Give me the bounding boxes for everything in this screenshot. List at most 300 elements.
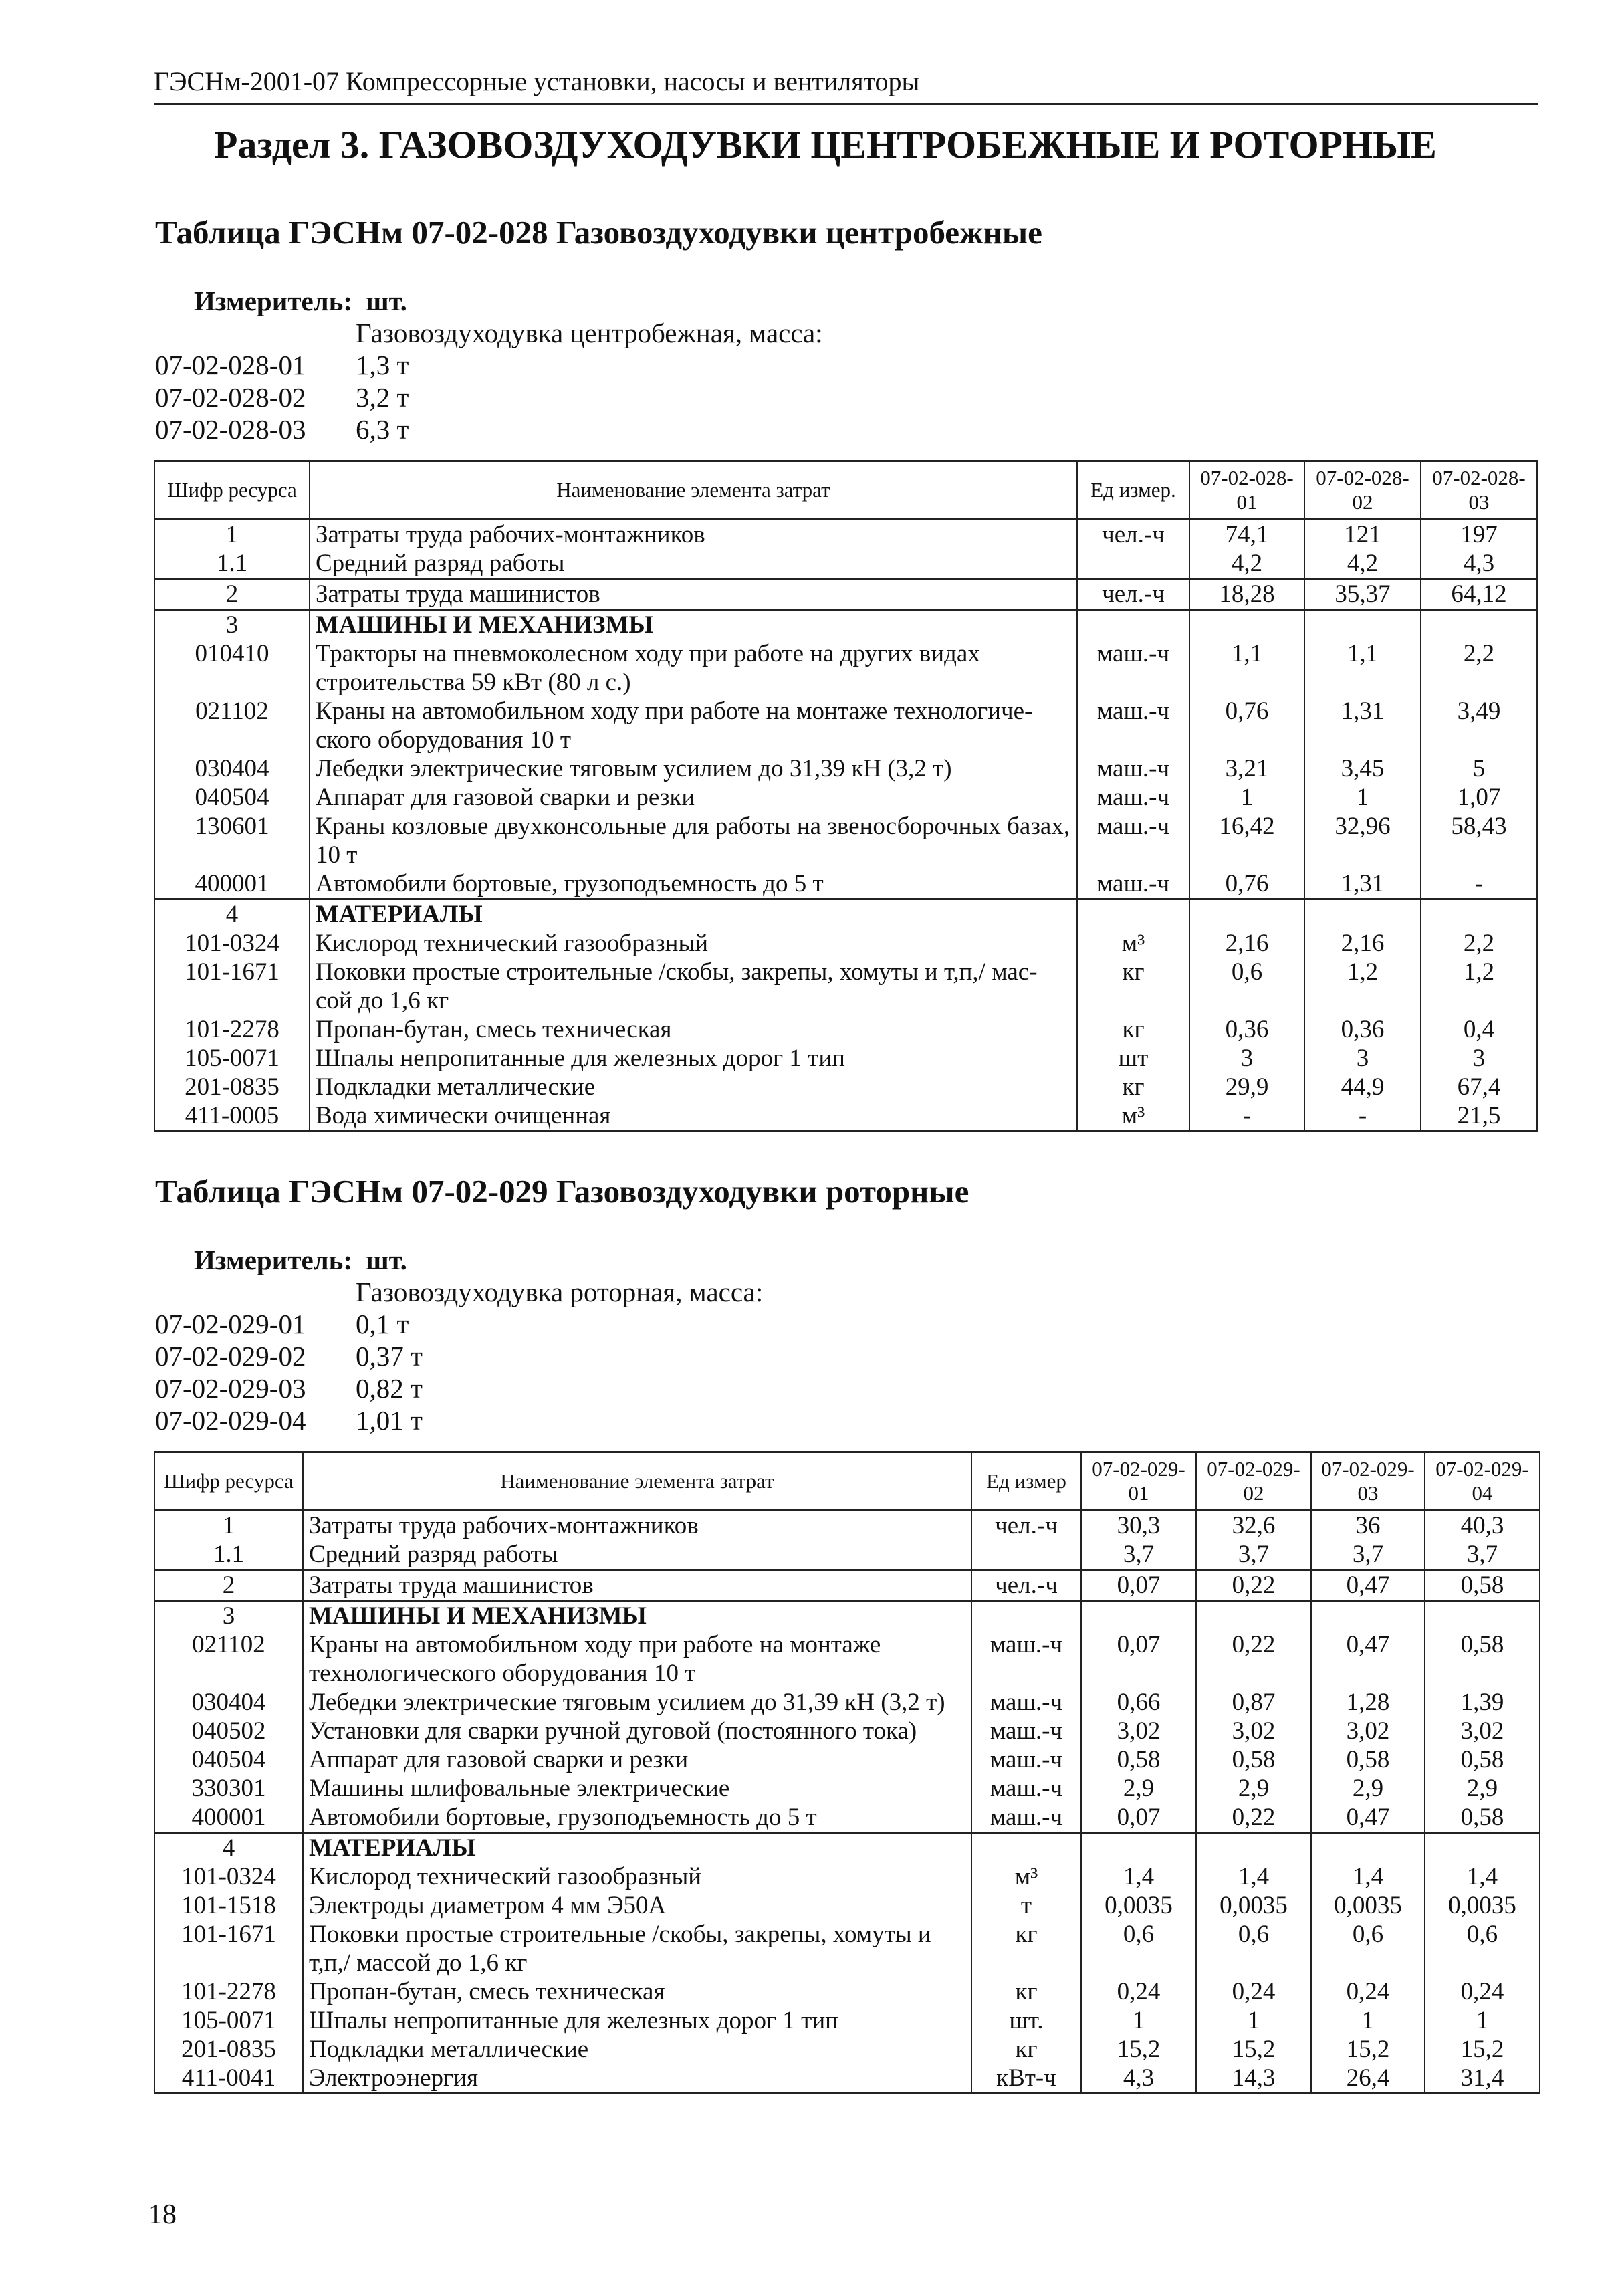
norm-value-cell: 1,1	[1189, 639, 1304, 697]
table-row	[154, 520, 1537, 550]
table-row	[154, 958, 1537, 1015]
norm-value-cell: 0,07	[1081, 1803, 1196, 1833]
resource-code-cell: 411-0041	[154, 2064, 303, 2094]
column-header: Шифр ресурса	[154, 461, 310, 520]
norm-value-cell: 64,12	[1421, 579, 1537, 610]
unit-cell: кг	[1077, 958, 1189, 1015]
norm-value-cell: 3,21	[1189, 754, 1304, 783]
table-row	[154, 2035, 1540, 2064]
table-row	[154, 1891, 1540, 1920]
table-row	[154, 869, 1537, 899]
cost-element-name-cell: Затраты труда машинистов	[310, 579, 1077, 610]
variant-row	[155, 381, 823, 413]
unit-cell: маш.-ч	[971, 1745, 1081, 1774]
resource-code-cell: 101-1518	[154, 1891, 303, 1920]
norm-value-cell: 0,58	[1425, 1745, 1540, 1774]
norm-value-cell: -	[1304, 1101, 1421, 1131]
unit-cell: маш.-ч	[1077, 639, 1189, 697]
table-row	[154, 639, 1537, 697]
resource-code-cell: 3	[154, 1601, 303, 1631]
cost-element-name-cell: Вода химически очищенная	[310, 1101, 1077, 1131]
cost-element-name-cell: Пропан-бутан, смесь техническая	[303, 1977, 971, 2006]
norm-value-cell	[1421, 899, 1537, 930]
cost-element-name-cell: Электроэнергия	[303, 2064, 971, 2094]
norm-value-cell: 29,9	[1189, 1073, 1304, 1101]
norm-value-cell: 4,2	[1304, 549, 1421, 579]
column-header: Наименование элемента затрат	[303, 1452, 971, 1511]
resource-code-cell: 1.1	[154, 1540, 303, 1570]
norm-value-cell: 0,58	[1425, 1803, 1540, 1833]
unit-cell: м³	[971, 1862, 1081, 1891]
variant-row	[155, 413, 823, 445]
cost-element-name-cell: Затраты труда рабочих-монтажников	[303, 1511, 971, 1541]
norm-value-cell	[1311, 1601, 1425, 1631]
norm-value-cell: 0,87	[1196, 1688, 1311, 1717]
table2-meter	[194, 1244, 407, 1276]
unit-cell: чел.-ч	[971, 1511, 1081, 1541]
unit-cell	[971, 1833, 1081, 1863]
table-row	[154, 1630, 1540, 1688]
norm-value-cell: 0,0035	[1196, 1891, 1311, 1920]
variant-code: 07-02-029-02	[155, 1341, 306, 1372]
unit-cell: маш.-ч	[971, 1688, 1081, 1717]
norm-value-cell: 15,2	[1311, 2035, 1425, 2064]
norm-value-cell: 1,31	[1304, 869, 1421, 899]
cost-element-name-cell: Подкладки металлические	[303, 2035, 971, 2064]
norm-value-cell: 30,3	[1081, 1511, 1196, 1541]
norm-value-cell: 1,28	[1311, 1688, 1425, 1717]
norm-value-cell: 0,24	[1081, 1977, 1196, 2006]
variant-row	[155, 1308, 763, 1340]
resource-code-cell: 130601	[154, 812, 310, 869]
norm-value-cell	[1081, 1601, 1196, 1631]
norm-value-cell: 3,45	[1304, 754, 1421, 783]
cost-element-name-cell: Шпалы непропитанные для железных дорог 1 тип	[310, 1044, 1077, 1073]
variant-row	[155, 349, 823, 381]
norm-value-cell: 3,02	[1081, 1717, 1196, 1745]
norm-value-cell: 1,07	[1421, 783, 1537, 812]
meter-label: Измеритель:	[194, 286, 353, 316]
norm-value-cell: 0,76	[1189, 869, 1304, 899]
norm-value-cell: 3,7	[1196, 1540, 1311, 1570]
table1-caption: Газовоздуходувка центробежная, масса:	[356, 318, 823, 348]
norm-value-cell: 0,07	[1081, 1630, 1196, 1688]
norm-value-cell: 21,5	[1421, 1101, 1537, 1131]
cost-element-name-cell: Лебедки электрические тяговым усилием до 31,39 кН (3,2 т)	[310, 754, 1077, 783]
norm-value-cell: 3,7	[1425, 1540, 1540, 1570]
cost-element-name-cell: Аппарат для газовой сварки и резки	[303, 1745, 971, 1774]
norm-value-cell: 3,7	[1081, 1540, 1196, 1570]
table-row	[154, 1833, 1540, 1863]
table-row	[154, 1570, 1540, 1601]
unit-cell: маш.-ч	[1077, 697, 1189, 754]
resource-code-cell: 021102	[154, 697, 310, 754]
norm-value-cell: 0,0035	[1081, 1891, 1196, 1920]
cost-element-name-cell: Лебедки электрические тяговым усилием до 31,39 кН (3,2 т)	[303, 1688, 971, 1717]
meter-unit: шт.	[366, 286, 407, 316]
resource-code-cell: 2	[154, 579, 310, 610]
norm-value-cell: 0,47	[1311, 1570, 1425, 1601]
norm-value-cell: 0,36	[1189, 1015, 1304, 1044]
norm-value-cell: 1	[1425, 2006, 1540, 2035]
table2-caption: Газовоздуходувка роторная, масса:	[356, 1277, 764, 1307]
norm-value-cell: 1,39	[1425, 1688, 1540, 1717]
norm-value-cell: 26,4	[1311, 2064, 1425, 2094]
norm-value-cell: 16,42	[1189, 812, 1304, 869]
variant-value: 6,3 т	[356, 414, 409, 445]
resource-code-cell: 1	[154, 1511, 303, 1541]
unit-cell: кг	[971, 1920, 1081, 1977]
norm-value-cell: 5	[1421, 754, 1537, 783]
cost-element-name-cell: МАШИНЫ И МЕХАНИЗМЫ	[310, 610, 1077, 640]
unit-cell: кг	[971, 1977, 1081, 2006]
norm-value-cell: 0,07	[1081, 1570, 1196, 1601]
section-title: Раздел 3. ГАЗОВОЗДУХОДУВКИ ЦЕНТРОБЕЖНЫЕ И РОТОРНЫЕ	[214, 123, 1437, 167]
column-header: Ед измер	[971, 1452, 1081, 1511]
norm-value-cell: 0,66	[1081, 1688, 1196, 1717]
norm-value-cell: 1	[1304, 783, 1421, 812]
cost-element-name-cell: Подкладки металлические	[310, 1073, 1077, 1101]
table-row	[154, 1015, 1537, 1044]
resource-code-cell: 3	[154, 610, 310, 640]
table-row	[154, 2006, 1540, 2035]
table-row	[154, 1101, 1537, 1131]
cost-element-name-cell: Автомобили бортовые, грузоподъемность до 5 т	[303, 1803, 971, 1833]
table-row	[154, 2064, 1540, 2094]
norm-value-cell: 0,47	[1311, 1803, 1425, 1833]
variant-code: 07-02-028-01	[155, 350, 306, 380]
resource-code-cell: 4	[154, 899, 310, 930]
norm-value-cell: 1,31	[1304, 697, 1421, 754]
norm-value-cell: 0,22	[1196, 1630, 1311, 1688]
table1-meter	[194, 285, 407, 317]
column-header: 07-02-029-01	[1081, 1452, 1196, 1511]
variant-row	[155, 1372, 763, 1404]
table-row	[154, 1540, 1540, 1570]
norm-value-cell: 44,9	[1304, 1073, 1421, 1101]
meter-label: Измеритель:	[194, 1244, 353, 1275]
variant-value: 0,1 т	[356, 1309, 409, 1339]
norm-value-cell: 67,4	[1421, 1073, 1537, 1101]
cost-element-name-cell: МАТЕРИАЛЫ	[303, 1833, 971, 1863]
column-header: 07-02-028-03	[1421, 461, 1537, 520]
variant-code: 07-02-029-01	[155, 1309, 306, 1339]
column-header: Ед измер.	[1077, 461, 1189, 520]
table-row	[154, 1803, 1540, 1833]
cost-element-name-cell: Краны на автомобильном ходу при работе на монтаже технологического оборудования 10 т	[303, 1630, 971, 1688]
norm-value-cell	[1304, 899, 1421, 930]
resource-code-cell: 040504	[154, 783, 310, 812]
table-row	[154, 1977, 1540, 2006]
column-header: Наименование элемента затрат	[310, 461, 1077, 520]
table-row	[154, 929, 1537, 958]
norm-value-cell: 1	[1311, 2006, 1425, 2035]
table-row	[154, 1745, 1540, 1774]
norm-value-cell: 3,02	[1425, 1717, 1540, 1745]
norm-value-cell: 1,4	[1196, 1862, 1311, 1891]
table-row	[154, 1688, 1540, 1717]
norm-value-cell: 0,6	[1189, 958, 1304, 1015]
norm-value-cell: 3,02	[1196, 1717, 1311, 1745]
norm-value-cell: 1,4	[1081, 1862, 1196, 1891]
norm-value-cell: 3	[1421, 1044, 1537, 1073]
norm-value-cell	[1425, 1833, 1540, 1863]
unit-cell: маш.-ч	[971, 1774, 1081, 1803]
variant-code: 07-02-028-02	[155, 382, 306, 413]
norm-value-cell: 2,9	[1425, 1774, 1540, 1803]
norm-value-cell: 1,1	[1304, 639, 1421, 697]
resource-code-cell: 1.1	[154, 549, 310, 579]
variant-value: 1,01 т	[356, 1405, 423, 1436]
norm-value-cell	[1196, 1601, 1311, 1631]
unit-cell: маш.-ч	[971, 1803, 1081, 1833]
cost-element-name-cell: Машины шлифовальные электрические	[303, 1774, 971, 1803]
resource-code-cell: 010410	[154, 639, 310, 697]
norm-value-cell: 0,58	[1081, 1745, 1196, 1774]
table2-title: Таблица ГЭСНм 07-02-029 Газовоздуходувки роторные	[155, 1173, 969, 1210]
cost-element-name-cell: Аппарат для газовой сварки и резки	[310, 783, 1077, 812]
norm-value-cell: 0,24	[1425, 1977, 1540, 2006]
norm-value-cell: 32,6	[1196, 1511, 1311, 1541]
table-row	[154, 1774, 1540, 1803]
unit-cell: чел.-ч	[1077, 579, 1189, 610]
resource-code-cell: 030404	[154, 1688, 303, 1717]
norm-value-cell: 3,7	[1311, 1540, 1425, 1570]
norm-value-cell: 0,36	[1304, 1015, 1421, 1044]
unit-cell: маш.-ч	[1077, 783, 1189, 812]
norm-value-cell: 0,0035	[1311, 1891, 1425, 1920]
resource-code-cell: 201-0835	[154, 1073, 310, 1101]
resource-code-cell: 030404	[154, 754, 310, 783]
norm-value-cell: 197	[1421, 520, 1537, 550]
unit-cell	[971, 1601, 1081, 1631]
unit-cell: м³	[1077, 1101, 1189, 1131]
resource-code-cell: 105-0071	[154, 1044, 310, 1073]
norm-value-cell: 2,9	[1311, 1774, 1425, 1803]
norm-value-cell: 31,4	[1425, 2064, 1540, 2094]
norm-value-cell: 1,4	[1311, 1862, 1425, 1891]
unit-cell: маш.-ч	[1077, 812, 1189, 869]
resource-code-cell: 2	[154, 1570, 303, 1601]
table-row	[154, 1920, 1540, 1977]
norm-value-cell: 3	[1304, 1044, 1421, 1073]
table-row	[154, 1601, 1540, 1631]
table-row	[154, 1044, 1537, 1073]
unit-cell: маш.-ч	[1077, 869, 1189, 899]
variant-value: 3,2 т	[356, 382, 409, 413]
unit-cell: шт	[1077, 1044, 1189, 1073]
unit-cell: м³	[1077, 929, 1189, 958]
unit-cell: маш.-ч	[1077, 754, 1189, 783]
norm-value-cell: 0,22	[1196, 1803, 1311, 1833]
resource-code-cell: 101-0324	[154, 929, 310, 958]
norm-value-cell: 1	[1081, 2006, 1196, 2035]
norm-value-cell	[1421, 610, 1537, 640]
resource-code-cell: 330301	[154, 1774, 303, 1803]
unit-cell: чел.-ч	[1077, 520, 1189, 550]
unit-cell: шт.	[971, 2006, 1081, 2035]
variant-value: 1,3 т	[356, 350, 409, 380]
resource-code-cell: 101-1671	[154, 1920, 303, 1977]
variant-code: 07-02-029-04	[155, 1405, 306, 1436]
norm-value-cell	[1304, 610, 1421, 640]
cost-element-name-cell: МАШИНЫ И МЕХАНИЗМЫ	[303, 1601, 971, 1631]
running-head: ГЭСНм-2001-07 Компрессорные установки, насосы и вентиляторы	[154, 64, 1538, 105]
norm-value-cell: 0,58	[1196, 1745, 1311, 1774]
norm-value-cell: 4,3	[1081, 2064, 1196, 2094]
norm-value-cell: 1	[1196, 2006, 1311, 2035]
resource-code-cell: 400001	[154, 1803, 303, 1833]
norm-value-cell: 1,4	[1425, 1862, 1540, 1891]
resource-code-cell: 1	[154, 520, 310, 550]
norm-value-cell: 0,24	[1311, 1977, 1425, 2006]
cost-element-name-cell: Затраты труда машинистов	[303, 1570, 971, 1601]
norm-value-cell: 14,3	[1196, 2064, 1311, 2094]
unit-cell: т	[971, 1891, 1081, 1920]
cost-element-name-cell: Установки для сварки ручной дуговой (постоянного тока)	[303, 1717, 971, 1745]
table-row	[154, 1717, 1540, 1745]
cost-element-name-cell: Краны козловые двухконсольные для работы на звеносборочных базах, 10 т	[310, 812, 1077, 869]
table2-variants	[155, 1276, 763, 1436]
cost-element-name-cell: Средний разряд работы	[303, 1540, 971, 1570]
norm-value-cell: 0,4	[1421, 1015, 1537, 1044]
norm-value-cell	[1189, 899, 1304, 930]
resource-code-cell: 101-2278	[154, 1977, 303, 2006]
table-row	[154, 754, 1537, 783]
norm-value-cell: 0,76	[1189, 697, 1304, 754]
norm-value-cell: 0,6	[1311, 1920, 1425, 1977]
norm-value-cell: 1,2	[1421, 958, 1537, 1015]
table-row	[154, 549, 1537, 579]
table-row	[154, 899, 1537, 930]
norm-value-cell: 58,43	[1421, 812, 1537, 869]
cost-element-name-cell: Шпалы непропитанные для железных дорог 1 тип	[303, 2006, 971, 2035]
variant-value: 0,82 т	[356, 1373, 423, 1404]
unit-cell	[1077, 899, 1189, 930]
cost-element-name-cell: Электроды диаметром 4 мм Э50А	[303, 1891, 971, 1920]
cost-element-name-cell: Средний разряд работы	[310, 549, 1077, 579]
resource-code-cell: 201-0835	[154, 2035, 303, 2064]
norm-value-cell: 1	[1189, 783, 1304, 812]
resource-code-cell: 021102	[154, 1630, 303, 1688]
unit-cell: чел.-ч	[971, 1570, 1081, 1601]
norm-value-cell	[1189, 610, 1304, 640]
column-header: 07-02-029-03	[1311, 1452, 1425, 1511]
norm-value-cell	[1081, 1833, 1196, 1863]
norm-value-cell: 1,2	[1304, 958, 1421, 1015]
norm-value-cell: 0,6	[1081, 1920, 1196, 1977]
unit-cell: кВт-ч	[971, 2064, 1081, 2094]
column-header: 07-02-029-02	[1196, 1452, 1311, 1511]
norm-value-cell: 4,3	[1421, 549, 1537, 579]
cost-element-name-cell: Краны на автомобильном ходу при работе на монтаже технологиче-ского оборудования 10 т	[310, 697, 1077, 754]
norm-value-cell: 3,49	[1421, 697, 1537, 754]
table-row	[154, 783, 1537, 812]
norm-value-cell: 2,2	[1421, 639, 1537, 697]
resource-code-cell: 400001	[154, 869, 310, 899]
page-number: 18	[148, 2199, 177, 2230]
table-header-row	[154, 1452, 1540, 1511]
norm-value-cell: 0,6	[1425, 1920, 1540, 1977]
norm-value-cell: 35,37	[1304, 579, 1421, 610]
resource-code-cell: 105-0071	[154, 2006, 303, 2035]
norm-value-cell: 0,0035	[1425, 1891, 1540, 1920]
cost-element-name-cell: Поковки простые строительные /скобы, закрепы, хомуты и т,п,/ мас-сой до 1,6 кг	[310, 958, 1077, 1015]
unit-cell: кг	[1077, 1073, 1189, 1101]
table1-resource-table	[154, 460, 1538, 1132]
table-row	[154, 697, 1537, 754]
norm-value-cell: 0,58	[1425, 1630, 1540, 1688]
variant-row	[155, 1340, 763, 1372]
norm-value-cell: 15,2	[1196, 2035, 1311, 2064]
norm-value-cell: 32,96	[1304, 812, 1421, 869]
column-header: 07-02-029-04	[1425, 1452, 1540, 1511]
cost-element-name-cell: Затраты труда рабочих-монтажников	[310, 520, 1077, 550]
norm-value-cell: 2,9	[1196, 1774, 1311, 1803]
cost-element-name-cell: МАТЕРИАЛЫ	[310, 899, 1077, 930]
norm-value-cell: 36	[1311, 1511, 1425, 1541]
table-row	[154, 1073, 1537, 1101]
norm-value-cell: 40,3	[1425, 1511, 1540, 1541]
norm-value-cell: 121	[1304, 520, 1421, 550]
resource-code-cell: 4	[154, 1833, 303, 1863]
table-row	[154, 1511, 1540, 1541]
unit-cell: кг	[1077, 1015, 1189, 1044]
resource-code-cell: 101-1671	[154, 958, 310, 1015]
resource-code-cell: 101-0324	[154, 1862, 303, 1891]
unit-cell: маш.-ч	[971, 1717, 1081, 1745]
unit-cell	[971, 1540, 1081, 1570]
norm-value-cell: 2,16	[1304, 929, 1421, 958]
unit-cell	[1077, 610, 1189, 640]
norm-value-cell: 0,22	[1196, 1570, 1311, 1601]
norm-value-cell: -	[1421, 869, 1537, 899]
table1-title: Таблица ГЭСНм 07-02-028 Газовоздуходувки центробежные	[155, 214, 1042, 251]
norm-value-cell: 2,9	[1081, 1774, 1196, 1803]
norm-value-cell: 0,47	[1311, 1630, 1425, 1688]
norm-value-cell: 2,2	[1421, 929, 1537, 958]
norm-value-cell: 0,24	[1196, 1977, 1311, 2006]
column-header: 07-02-028-02	[1304, 461, 1421, 520]
unit-cell: кг	[971, 2035, 1081, 2064]
norm-value-cell: 15,2	[1081, 2035, 1196, 2064]
norm-value-cell: 2,16	[1189, 929, 1304, 958]
norm-value-cell: -	[1189, 1101, 1304, 1131]
norm-value-cell: 18,28	[1189, 579, 1304, 610]
norm-value-cell	[1196, 1833, 1311, 1863]
variant-code: 07-02-029-03	[155, 1373, 306, 1404]
unit-cell: маш.-ч	[971, 1630, 1081, 1688]
norm-value-cell: 3,02	[1311, 1717, 1425, 1745]
norm-value-cell	[1311, 1833, 1425, 1863]
table1-variants	[155, 317, 823, 445]
column-header: Шифр ресурса	[154, 1452, 303, 1511]
cost-element-name-cell: Кислород технический газообразный	[310, 929, 1077, 958]
resource-code-cell: 411-0005	[154, 1101, 310, 1131]
meter-unit: шт.	[366, 1244, 407, 1275]
norm-value-cell: 4,2	[1189, 549, 1304, 579]
table-row	[154, 579, 1537, 610]
column-header: 07-02-028-01	[1189, 461, 1304, 520]
cost-element-name-cell: Поковки простые строительные /скобы, закрепы, хомуты и т,п,/ массой до 1,6 кг	[303, 1920, 971, 1977]
variant-row	[155, 1404, 763, 1436]
variant-value: 0,37 т	[356, 1341, 423, 1372]
variant-code: 07-02-028-03	[155, 414, 306, 445]
cost-element-name-cell: Тракторы на пневмоколесном ходу при работе на других видах строительства 59 кВт (80 л с.)	[310, 639, 1077, 697]
unit-cell	[1077, 549, 1189, 579]
table-row	[154, 812, 1537, 869]
table-row	[154, 1862, 1540, 1891]
